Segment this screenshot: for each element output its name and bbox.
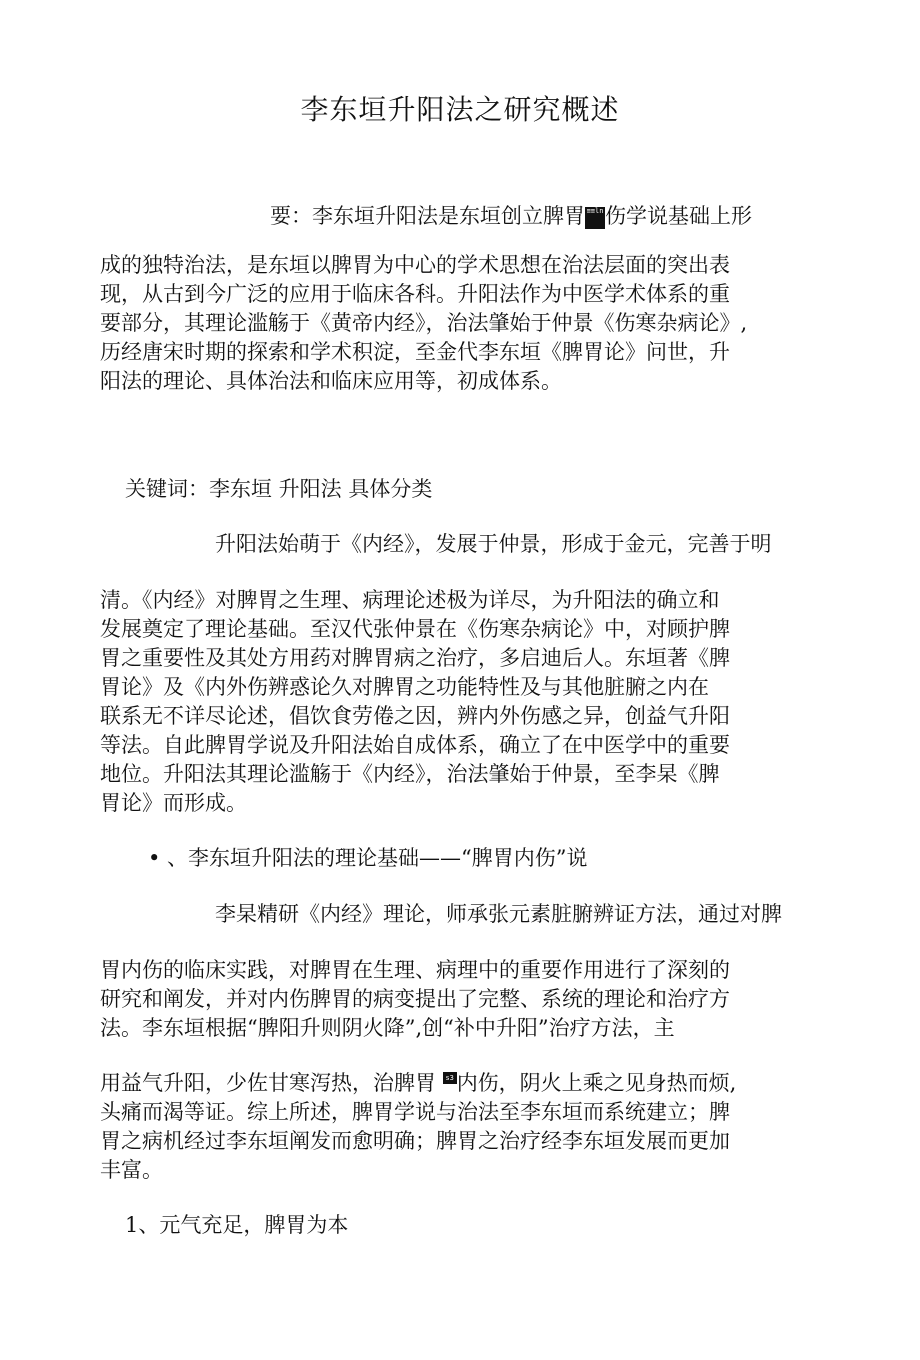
keywords: 关键词：李东垣 升阳法 具体分类 [125,477,433,501]
section-heading: • 、李东垣升阳法的理论基础——“脾胃内伤”说 [148,846,588,870]
paragraph-line: 地位。升阳法其理论滥觞于《内经》，治法肇始于仲景，至李杲《脾 [100,762,720,786]
paragraph-line: 研究和阐发，并对内伤脾胃的病变提出了完整、系统的理论和治疗方 [100,987,730,1011]
paragraph-first-line [100,1068,736,1098]
paragraph-line: 胃之重要性及其处方用药对脾胃病之治疗，多启迪后人。东垣著《脾 [100,646,730,670]
document-title: 李东垣升阳法之研究概述 [300,93,620,126]
paragraph-line: 丰富。 [100,1158,163,1182]
paragraph-text: 用益气升阳，少佐甘寒泻热，治脾胃 [100,1071,443,1095]
paragraph-line: 法。李东垣根据“脾阳升则阴火降”,创“补中升阳”治疗方法，主 [100,1016,675,1040]
paragraph-line: 等法。自此脾胃学说及升阳法始自成体系，确立了在中医学中的重要 [100,733,730,757]
abstract-first-line [270,201,752,231]
paragraph-line: 胃内伤的临床实践，对脾胃在生理、病理中的重要作用进行了深刻的 [100,958,730,982]
paragraph-line: 清。《内经》对脾胃之生理、病理论述极为详尽，为升阳法的确立和 [100,588,720,612]
garbled-glyph: s3 [443,1072,457,1084]
abstract-text: 要：李东垣升阳法是东垣创立脾胃 [270,204,585,228]
paragraph-line: 头痛而渴等证。综上所述，脾胃学说与治法至李东垣而系统建立；脾 [100,1100,730,1124]
abstract-line: 成的独特治法，是东垣以脾胃为中心的学术思想在治法层面的突出表 [100,253,730,277]
subsection-heading: 1、元气充足，脾胃为本 [125,1213,349,1237]
paragraph-first-line: 升阳法始萌于《内经》，发展于仲景，形成于金元，完善于明 [215,532,772,556]
paragraph-line: 胃论》而形成。 [100,791,247,815]
abstract-line: 历经唐宋时期的探索和学术积淀，至金代李东垣《脾胃论》问世，升 [100,340,730,364]
paragraph-first-line: 李杲精研《内经》理论，师承张元素脏腑辨证方法，通过对脾 [215,902,782,926]
paragraph-line: 胃之病机经过李东垣阐发而愈明确；脾胃之治疗经李东垣发展而更加 [100,1129,730,1153]
abstract-line: 现，从古到今广泛的应用于临床各科。升阳法作为中医学术体系的重 [100,282,730,306]
paragraph-line: 联系无不详尽论述，倡饮食劳倦之因，辨内外伤感之异，创益气升阳 [100,704,730,728]
abstract-text: 伤学说基础上形 [605,204,752,228]
paragraph-line: 发展奠定了理论基础。至汉代张仲景在《伤寒杂病论》中，对顾护脾 [100,617,730,641]
paragraph-line: 胃论》及《内外伤辨惑论久对脾胃之功能特性及与其他脏腑之内在 [100,675,709,699]
abstract-line: 阳法的理论、具体治法和临床应用等，初成体系。 [100,369,562,393]
paragraph-text: 内伤，阴火上乘之见身热而烦, [456,1071,737,1095]
garbled-glyph: ≡≡ln [585,207,605,229]
abstract-line: 要部分，其理论滥觞于《黄帝内经》，治法肇始于仲景《伤寒杂病论》, [100,311,748,335]
